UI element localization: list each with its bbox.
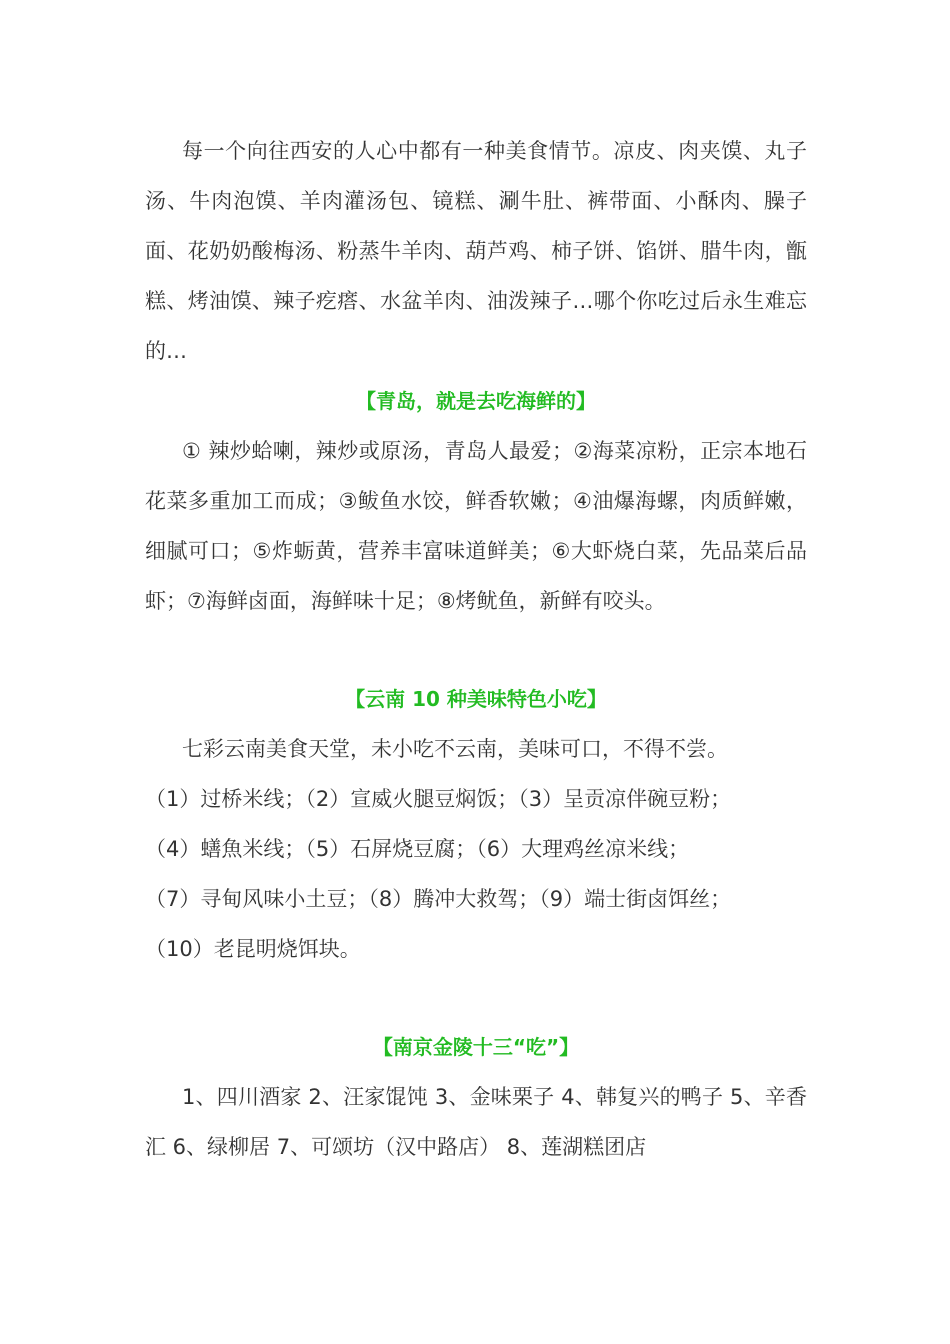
yunnan-list-line: （7）寻甸风味小土豆；（8）腾冲大救驾；（9）端士街卤饵丝； <box>145 887 732 911</box>
xian-paragraph: 每一个向往西安的人心中都有一种美食情节。凉皮、肉夹馍、丸子汤、牛肉泡馍、羊肉灌汤包、镜糕、涮牛肚、裤带面、小酥肉、臊子面、花奶奶酸梅汤、粉蒸牛羊肉、葫芦鸡、柿子饼、馅饼、腊牛肉，甑糕、烤油馍、辣子疙瘩、水盆羊肉、油泼辣子…哪个你吃过后永生难忘的… <box>145 139 807 363</box>
yunnan-heading: 【云南 10 种美味特色小吃】 <box>345 687 607 711</box>
section-gap <box>145 974 807 1022</box>
qingdao-paragraph: ① 辣炒蛤喇，辣炒或原汤，青岛人最爱；②海菜凉粉，正宗本地石花菜多重加工而成；③鲅鱼水饺，鲜香软嫩；④油爆海螺，肉质鲜嫩，细腻可口；⑤炸蛎黄，营养丰富味道鲜美；⑥大虾烧白菜，先品菜后品虾；⑦海鲜卤面，海鲜味十足；⑧烤鱿鱼，新鲜有咬头。 <box>145 439 807 613</box>
nanjing-heading: 【南京金陵十三“吃”】 <box>372 1035 580 1059</box>
yunnan-list-line: （1）过桥米线；（2）宣威火腿豆焖饭；（3）呈贡凉伴碗豆粉； <box>145 787 732 811</box>
section-gap <box>145 626 807 674</box>
yunnan-intro: 七彩云南美食天堂，未小吃不云南，美味可口，不得不尝。 <box>182 737 728 761</box>
nanjing-paragraph: 1、四川酒家 2、汪家馄饨 3、金味栗子 4、韩复兴的鸭子 5、辛香汇 6、绿柳居 7、可颂坊（汉中路店） 8、莲湖糕团店 <box>145 1085 807 1159</box>
yunnan-list-line: （10）老昆明烧饵块。 <box>145 937 361 961</box>
qingdao-heading: 【青岛，就是去吃海鲜的】 <box>356 389 596 413</box>
yunnan-list-line: （4）蟮魚米线；（5）石屏烧豆腐；（6）大理鸡丝凉米线； <box>145 837 690 861</box>
document-page <box>145 126 807 1172</box>
